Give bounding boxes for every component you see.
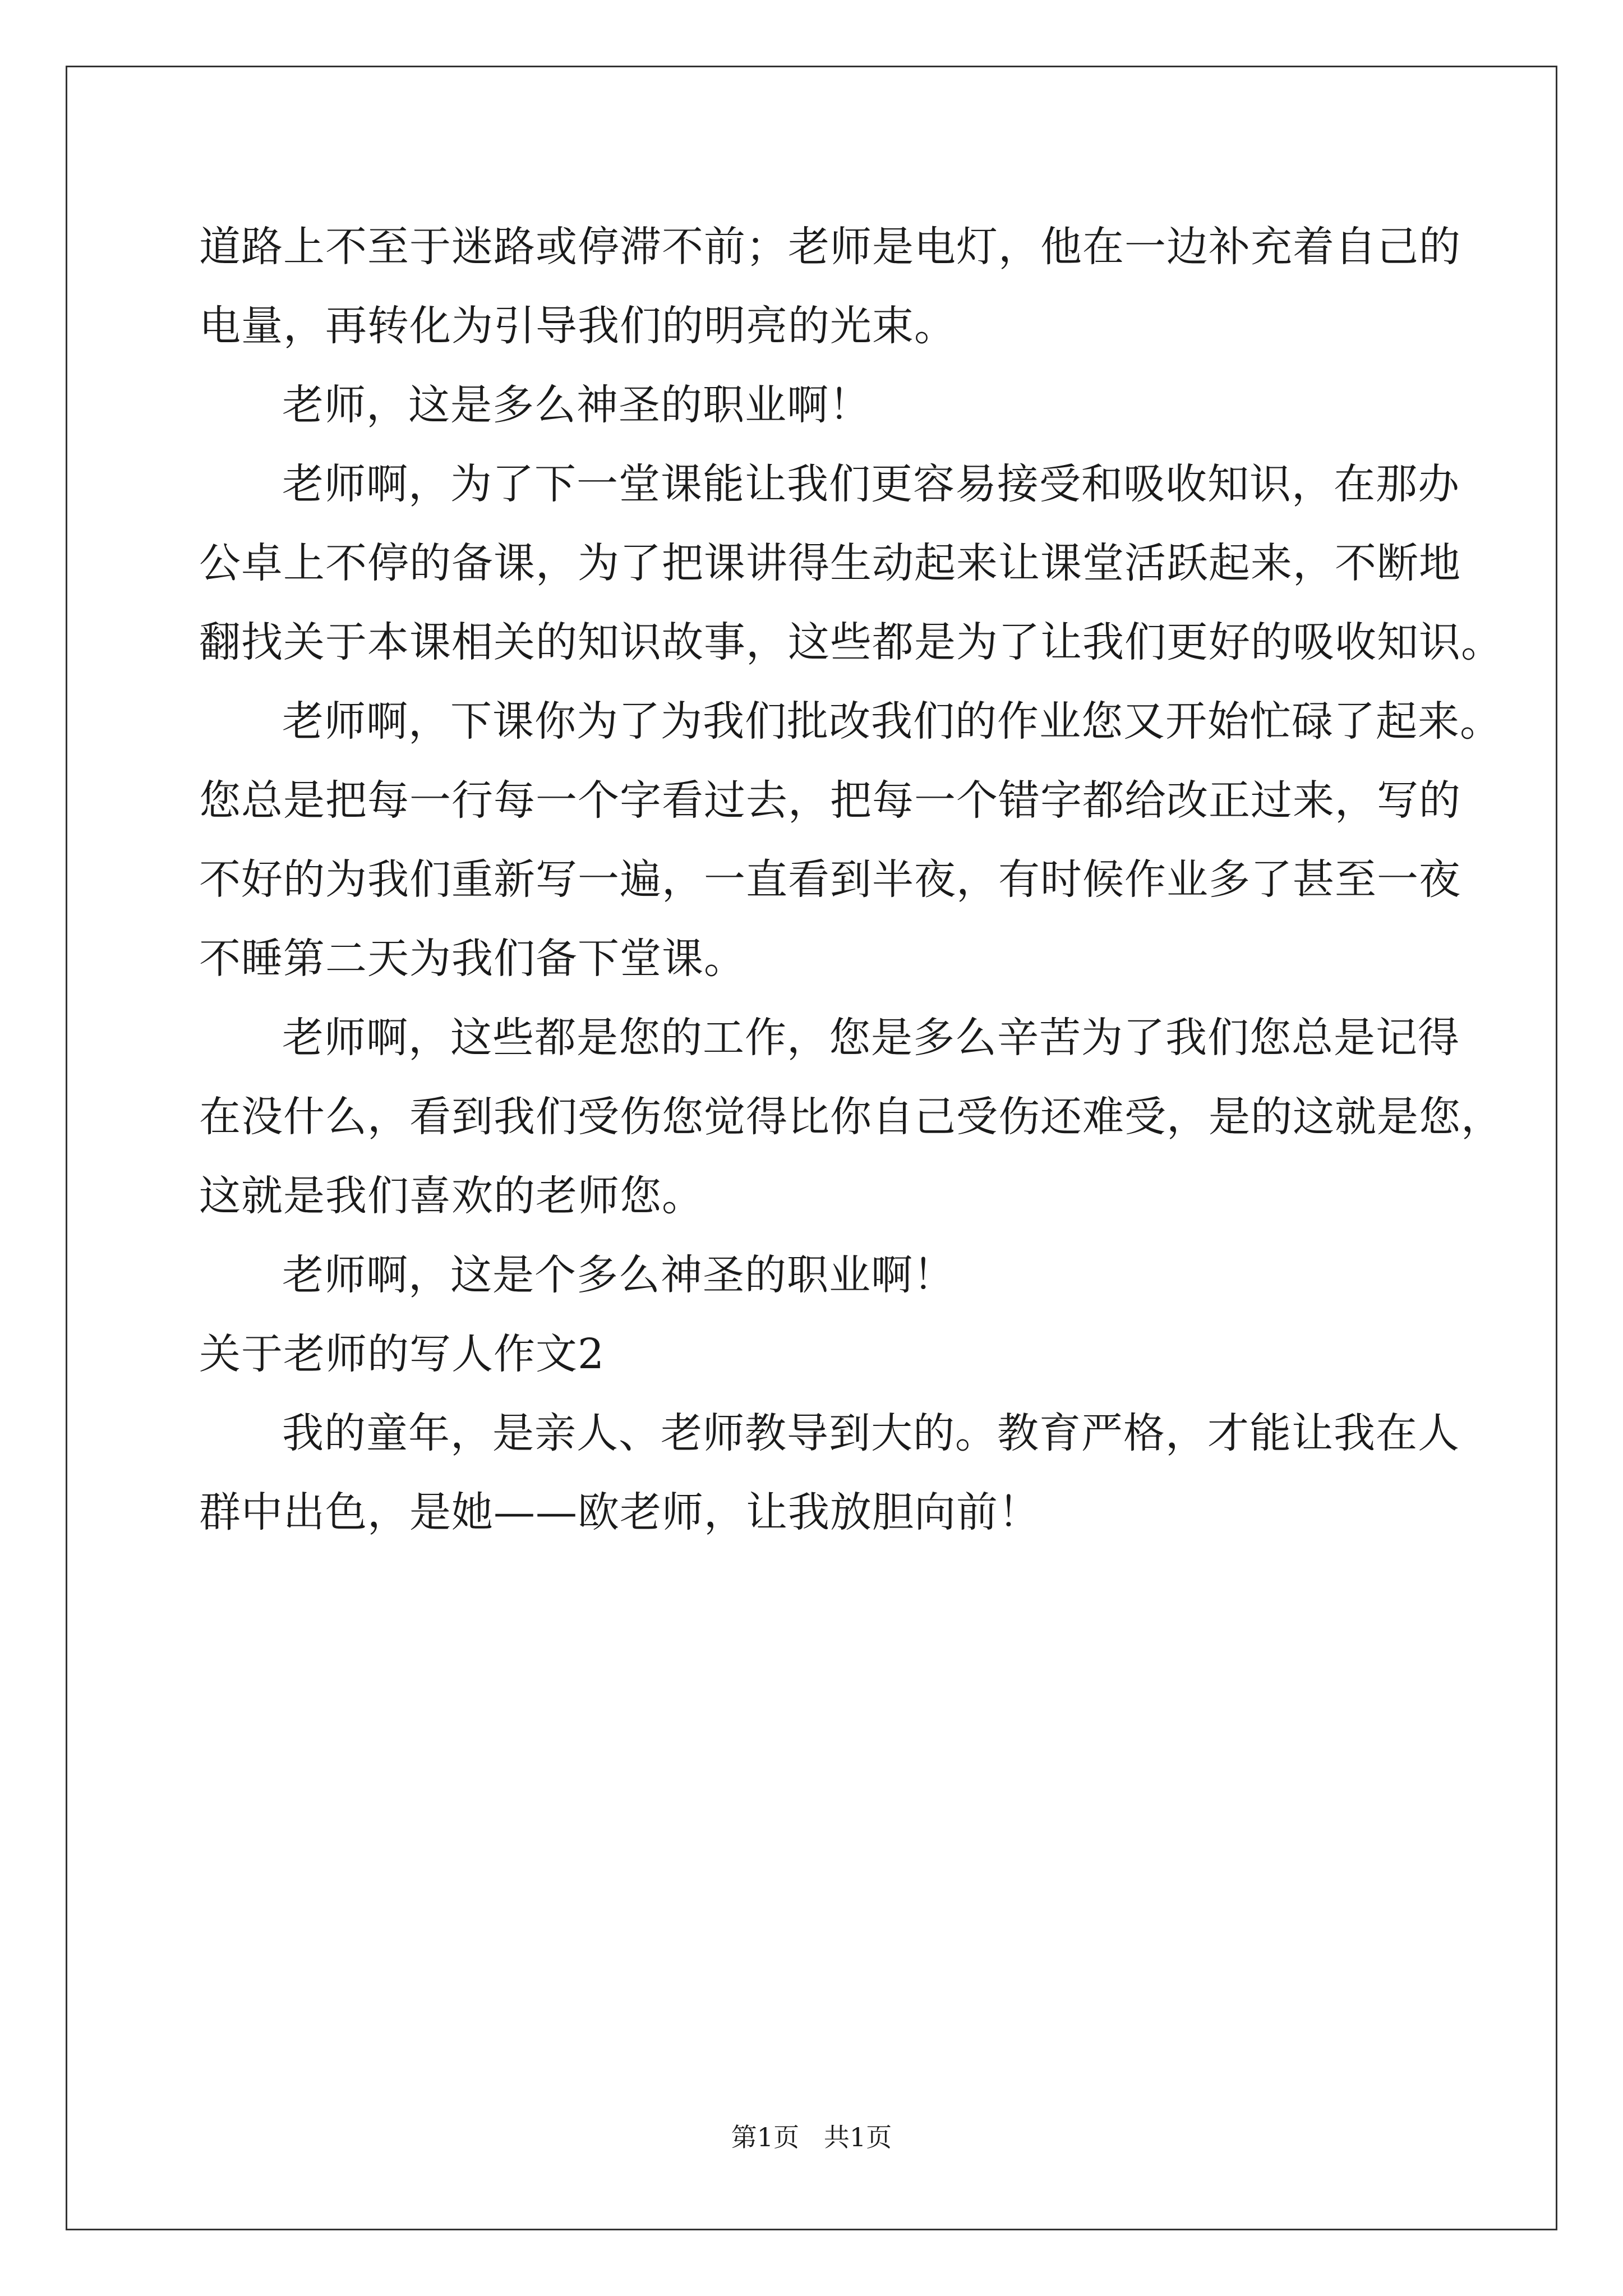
- section-heading: 关于老师的写人作文2: [199, 1330, 605, 1378]
- text-line: 这就是我们喜欢的老师您。: [199, 1172, 704, 1220]
- text-line: 不好的为我们重新写一遍，一直看到半夜，有时候作业多了甚至一夜: [199, 855, 1461, 904]
- text-line: 老师啊，这是个多么神圣的职业啊！: [282, 1251, 955, 1299]
- text-line: 老师啊，为了下一堂课能让我们更容易接受和吸收知识，在那办: [282, 460, 1460, 508]
- text-line: 我的童年，是亲人、老师教导到大的。教育严格，才能让我在人: [282, 1409, 1460, 1457]
- document-body: [199, 208, 1503, 1552]
- text-line: 老师啊，下课你为了为我们批改我们的作业您又开始忙碌了起来。: [282, 697, 1502, 746]
- text-line: 电量，再转化为引导我们的明亮的光束。: [199, 302, 956, 350]
- text-line: 在没什么，看到我们受伤您觉得比你自己受伤还难受，是的这就是您，: [199, 1093, 1503, 1141]
- text-line: 不睡第二天为我们备下堂课。: [199, 935, 746, 983]
- text-line: 群中出色，是她——欧老师，让我放胆向前！: [199, 1488, 1040, 1536]
- page-number-footer: 第1页 共1页: [731, 2122, 892, 2152]
- text-line: 翻找关于本课相关的知识故事，这些都是为了让我们更好的吸收知识。: [199, 618, 1503, 666]
- text-line: 您总是把每一行每一个字看过去，把每一个错字都给改正过来，写的: [199, 776, 1461, 825]
- text-line: 道路上不至于迷路或停滞不前；老师是电灯，他在一边补充着自己的: [199, 223, 1461, 271]
- text-line: 老师，这是多么神圣的职业啊！: [282, 381, 871, 429]
- text-line: 老师啊，这些都是您的工作，您是多么辛苦为了我们您总是记得: [282, 1014, 1460, 1062]
- text-line: 公卓上不停的备课，为了把课讲得生动起来让课堂活跃起来，不断地: [199, 539, 1461, 587]
